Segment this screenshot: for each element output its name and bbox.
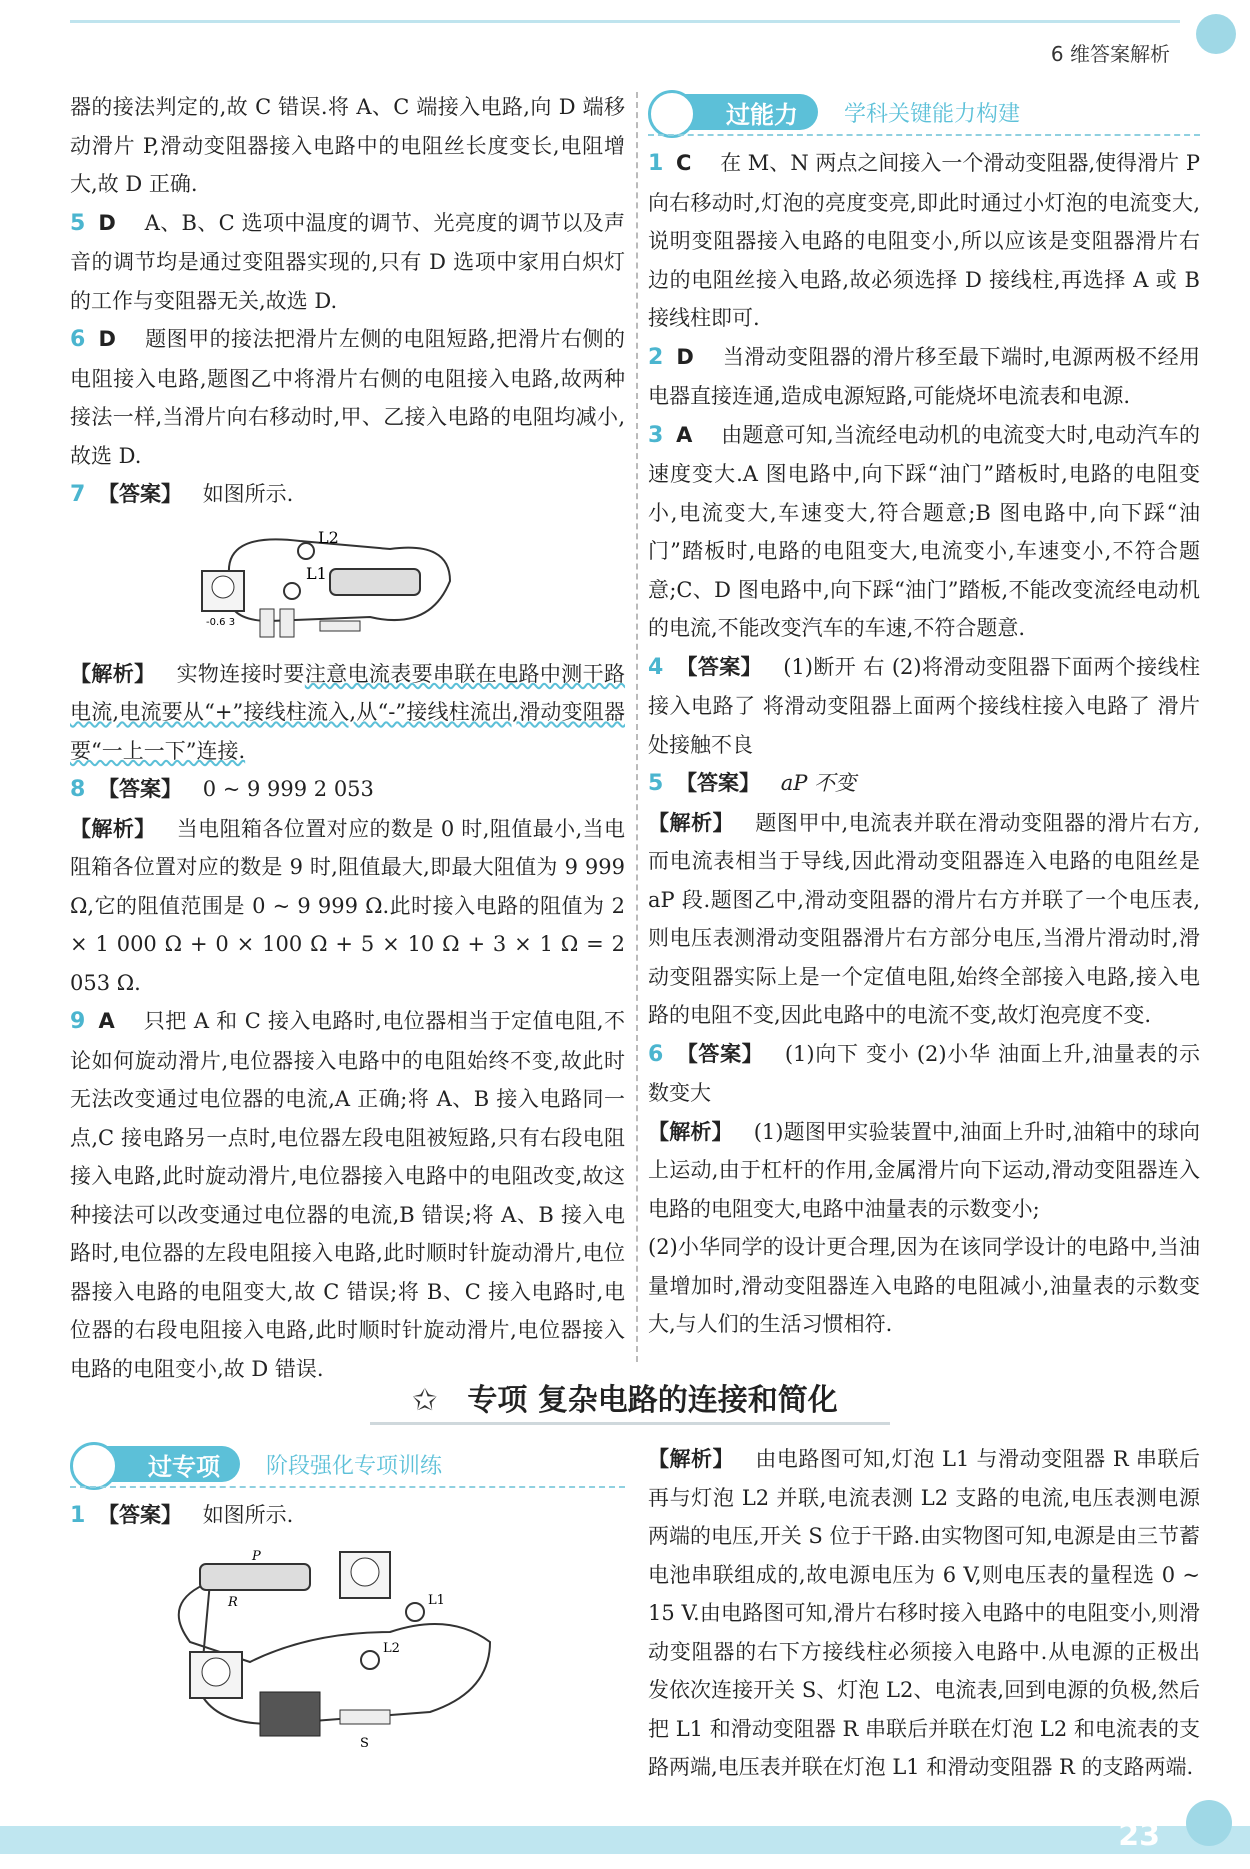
bulb-l1-icon — [284, 583, 300, 599]
header-rule — [70, 20, 1180, 23]
banner-rule — [648, 134, 1200, 136]
analysis-text-wavy: 注意电流表要串联在电路中测干路电流,电流要从“+”接线柱流入,从“-”接线柱流出,滑动变阻器要“一上一下”连接. — [70, 661, 626, 763]
question-text: 如图所示. — [202, 1503, 294, 1527]
intro-text: 器的接法判定的,故 C 错误.将 A、C 端接入电路,向 D 端移动滑片 P,滑动变阻器接入电路中的电阻丝长度变长,电阻增大,故 D 正确. — [70, 95, 625, 196]
analysis-text: 由电路图可知,灯泡 L1 与滑动变阻器 R 串联后再与灯泡 L2 并联,电流表测 L2 支路的电流,电压表测电源两端的电压,开关 S 位于干路.由实物图可知,电源是由三节蓄电池串联组成的,故电源电压为 6 V,则电压表的量程选 0 ~ 15 V.由电路图可知,滑片右移时接入电路中的电阻变小,则滑动变阻器的右下方接线柱必须接入电路中.从电源的正极出发依次连接开关 S、灯泡 L2、电流表,回到电源的负极,然后把 L1 和滑动变阻器 R 串联后并联在灯泡 L2 和电流表的支路两端,电压表并联在灯泡 L1 和滑动变阻器 R 的支路两端. — [648, 1447, 1200, 1779]
question-5 — [648, 764, 1200, 804]
answer-letter: D — [98, 210, 116, 235]
answer-tag: 【答案】 — [98, 777, 182, 801]
analysis-tag: 【解析】 — [70, 661, 156, 686]
question-text: A、B、C 选项中温度的调节、光亮度的调节以及声音的调节均是通过变阻器实现的,只有 D 选项中家用白炽灯的工作与变阻器无关,故选 D. — [70, 210, 625, 313]
banner-title: 过能力 — [726, 101, 798, 129]
answer-letter: D — [98, 327, 116, 351]
analysis-6-part2: (2)小华同学的设计更合理,因为在该同学设计的电路中,当油量增加时,滑动变阻器连入电路的电阻减小,油量表的示数变大,与人们的生活习惯相符. — [648, 1235, 1200, 1336]
question-number: 7 — [70, 482, 86, 507]
question-1 — [648, 144, 1200, 338]
rheostat-icon — [200, 1564, 310, 1590]
question-6 — [70, 320, 625, 475]
star-icon: ✩ — [412, 1383, 438, 1418]
analysis-7 — [70, 655, 625, 771]
circuit-figure-7 — [70, 521, 625, 645]
question-7 — [70, 475, 625, 515]
battery-icon — [280, 609, 294, 637]
section-title — [0, 1375, 1250, 1419]
analysis-text: 当电阻箱各位置对应的数是 0 时,阻值最小,当电阻箱各位置对应的数是 9 时,阻值最大,即最大阻值为 9 999 Ω,它的阻值范围是 0 ~ 9 999 Ω.此时接入电路的阻值为 2 × 1 000 Ω + 0 × 100 Ω + 5 × 10 Ω + 3 × 1 Ω = 2 053 Ω. — [70, 816, 625, 995]
question-text: 题图甲的接法把滑片左侧的电阻短路,把滑片右侧的电阻接入电路,题图乙中将滑片右侧的电阻接入电路,故两种接法一样,当滑片向右移动时,甲、乙接入电路的电阻均减小,故选 D. — [70, 327, 625, 468]
question-text: 如图所示. — [202, 482, 294, 506]
bulb-l2-label: L2 — [383, 1640, 400, 1656]
question-number: 3 — [648, 422, 664, 448]
left-column — [70, 88, 625, 1388]
question-text: 在 M、N 两点之间接入一个滑动变阻器,使得滑片 P 向右移动时,灯泡的亮度变亮,即此时通过小灯泡的电流变大,说明变阻器接入电路的电阻变小,所以应该是变阻器滑片右边的电阻丝接入电路,故必须选择 D 接线柱,再选择 A 或 B 接线柱即可. — [648, 151, 1200, 330]
bulb-l2-icon — [361, 1651, 379, 1669]
section-rule — [370, 1422, 890, 1425]
answer-letter: D — [676, 344, 694, 369]
mascot-icon — [648, 90, 696, 138]
answer-tag: 【答案】 — [98, 482, 182, 506]
mascot-icon — [1196, 14, 1236, 54]
analysis-text: 题图甲中,电流表并联在滑动变阻器的滑片右方,而电流表相当于导线,因此滑动变阻器连入电路的电阻丝是 aP 段.题图乙中,滑动变阻器的滑片右方并联了一个电压表,则电压表测滑动变阻器滑片右方部分电压,当滑片滑动时,滑动变阻器实际上是一个定值电阻,始终全部接入电路,接入电路的电阻不变,因此电路中的电流不变,故灯泡亮度不变. — [648, 810, 1200, 1027]
right-column — [648, 88, 1200, 1344]
rheostat-icon — [330, 569, 420, 595]
answer-text: (1)向下 变小 (2)小华 油面上升,油量表的示数变大 — [648, 1041, 1200, 1105]
question-number: 8 — [70, 777, 86, 802]
analysis-special — [648, 1440, 1200, 1787]
question-text: 当滑动变阻器的滑片移至最下端时,电源两极不经用电器直接连通,造成电源短路,可能烧坏电流表和电源. — [648, 344, 1200, 408]
analysis-tag: 【解析】 — [70, 816, 156, 841]
special-banner — [70, 1440, 625, 1490]
answer-letter: A — [676, 422, 693, 447]
question-1 — [70, 1496, 625, 1536]
analysis-tag: 【解析】 — [648, 810, 735, 835]
switch-icon — [340, 1710, 390, 1724]
battery-icon — [260, 609, 274, 637]
answer-text: (1)断开 右 (2)将滑动变阻器下面两个接线柱接入电路了 将滑动变阻器上面两个接线柱接入电路了 滑片处接触不良 — [648, 654, 1201, 757]
ammeter-label: -0.6 3 — [206, 616, 236, 628]
question-number: 9 — [70, 1009, 86, 1034]
bottom-left-column — [70, 1440, 625, 1762]
banner-subtitle: 阶段强化专项训练 — [266, 1454, 443, 1479]
switch-icon — [320, 621, 360, 631]
question-4 — [648, 648, 1200, 765]
circuit-figure-special — [70, 1542, 625, 1752]
rheostat-label: R — [228, 1594, 238, 1610]
answer-tag: 【答案】 — [676, 654, 763, 679]
question-2 — [648, 338, 1200, 416]
section-title-text: 专项 复杂电路的连接和简化 — [467, 1383, 838, 1418]
question-number: 1 — [70, 1503, 86, 1528]
question-text: 由题意可知,当流经电动机的电流变大时,电动汽车的速度变大.A 图电路中,向下踩“油门”踏板时,电路的电阻变小,电流变大,车速变大,符合题意;B 图电路中,向下踩“油门”踏板时,电路的电阻变大,电流变小,车速变小,不符合题意;C、D 图电路中,向下踩“油门”踏板,不能改变流经电动机的电流,不能改变汽车的车速,不符合题意. — [648, 422, 1200, 640]
circuit-diagram — [70, 1542, 625, 1752]
header-title: 6 维答案解析 — [1050, 42, 1170, 66]
bulb-l1-icon — [406, 1603, 424, 1621]
question-5 — [70, 204, 625, 321]
answer-letter: A — [98, 1009, 115, 1033]
answer-tag: 【答案】 — [676, 1041, 764, 1066]
answer-tag: 【答案】 — [676, 771, 760, 795]
mascot-icon — [1186, 1800, 1232, 1846]
question-number: 2 — [648, 344, 664, 370]
battery-pack-icon — [260, 1692, 320, 1736]
analysis-tag: 【解析】 — [648, 1119, 733, 1144]
ability-banner — [648, 88, 1200, 138]
question-number: 5 — [70, 210, 86, 236]
question-number: 6 — [648, 1041, 664, 1067]
question-6 — [648, 1035, 1200, 1113]
page-header — [0, 0, 1250, 66]
slider-label: P — [252, 1548, 261, 1564]
answer-text: aP 不变 — [780, 771, 857, 795]
question-number: 1 — [648, 151, 664, 176]
banner-rule — [70, 1486, 625, 1488]
analysis-text: (1)题图甲实验装置中,油面上升时,油箱中的球向上运动,由于杠杆的作用,金属滑片向下运动,滑动变阻器连入电路的电阻变大,电路中油量表的示数变小; — [648, 1119, 1201, 1221]
footer-bar — [0, 1826, 1250, 1854]
column-divider — [636, 92, 638, 1362]
analysis-6 — [648, 1113, 1200, 1229]
banner-title: 过专项 — [148, 1453, 220, 1481]
circuit-diagram — [70, 521, 625, 645]
analysis-5 — [648, 804, 1200, 1035]
bottom-right-column — [648, 1440, 1200, 1787]
question-number: 4 — [648, 654, 664, 680]
switch-label: S — [360, 1735, 369, 1751]
analysis-8 — [70, 810, 625, 1003]
bulb-l1-label: L1 — [306, 563, 327, 583]
answer-tag: 【答案】 — [98, 1503, 182, 1527]
question-number: 5 — [648, 771, 664, 796]
mascot-icon — [70, 1442, 118, 1490]
question-number: 6 — [70, 327, 86, 352]
bulb-l2-icon — [298, 543, 314, 559]
answer-text: 0 ~ 9 999 2 053 — [202, 777, 374, 801]
page-number: 23 — [1118, 1818, 1160, 1853]
question-text: 只把 A 和 C 接入电路时,电位器相当于定值电阻,不论如何旋动滑片,电位器接入电路中的电阻始终不变,故此时无法改变通过电位器的电流,A 正确;将 A、B 接入电路同一点,C 接电路另一点时,电位器左段电阻被短路,只有右段电阻接入电路,此时旋动滑片,电位器接入电路中的电阻改变,故这种接法可以改变通过电位器的电流,B 错误;将 A、B 接入电路时,电位器的左段电阻接入电路,此时顺时针旋动滑片,电位器接入电路的电阻变大,故 C 错误;将 B、C 接入电路时,电位器的右段电阻接入电路,此时顺时针旋动滑片,电位器接入电路的电阻变小,故 D 错误. — [70, 1009, 625, 1381]
bulb-l1-label: L1 — [428, 1592, 445, 1608]
question-8 — [70, 770, 625, 810]
question-3 — [648, 416, 1200, 648]
question-9 — [70, 1002, 625, 1388]
analysis-tag: 【解析】 — [648, 1447, 735, 1471]
answer-letter: C — [676, 151, 692, 175]
analysis-text: 实物连接时要 — [176, 661, 305, 686]
banner-subtitle: 学科关键能力构建 — [844, 102, 1021, 127]
bulb-l2-label: L2 — [318, 527, 339, 547]
